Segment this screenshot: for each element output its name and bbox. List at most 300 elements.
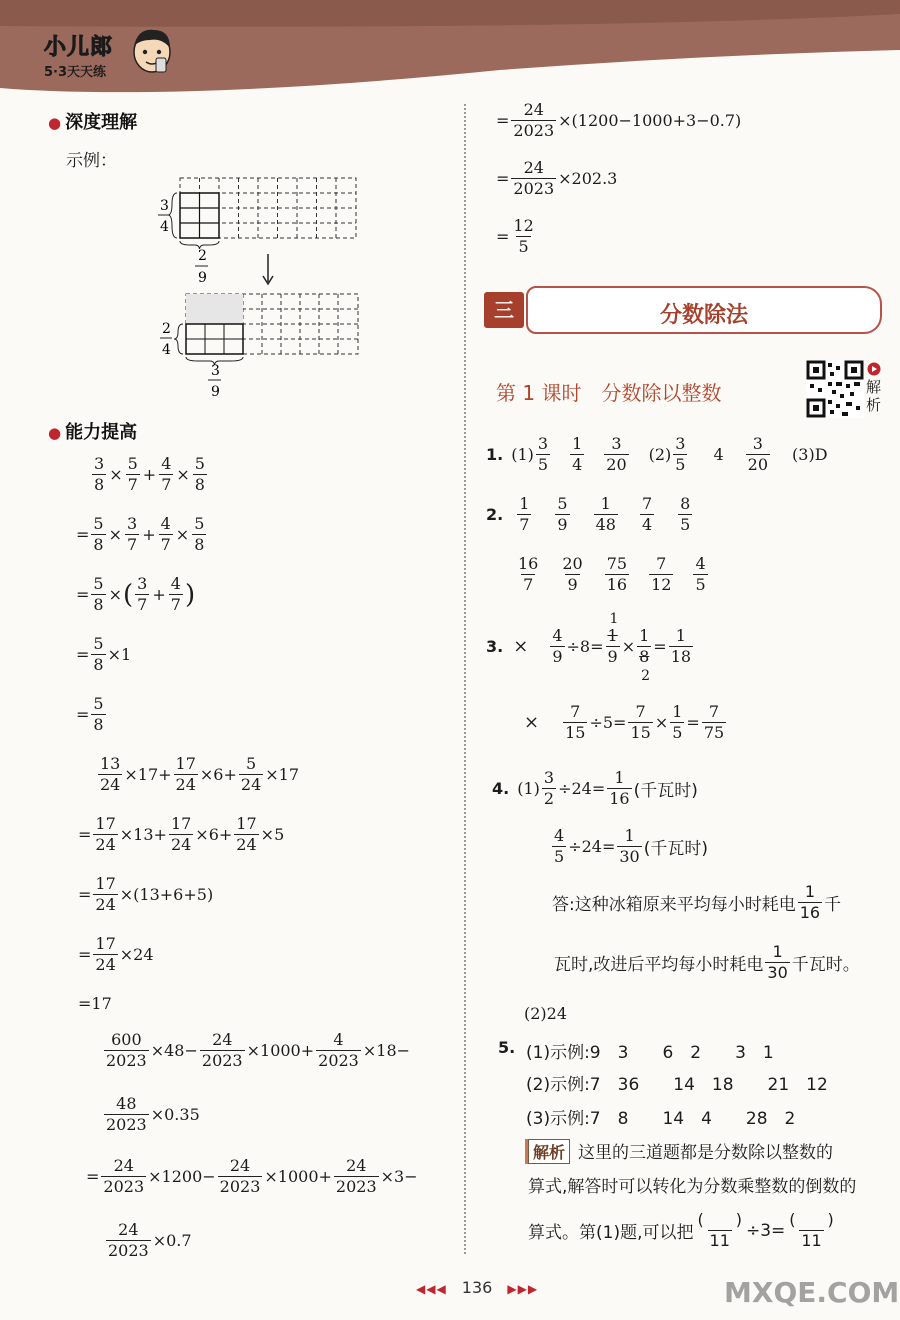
answer-text: 答:这种冰箱原来平均每小时耗电 [552, 895, 796, 915]
equals: = [86, 1167, 100, 1186]
explanation-line1 [528, 1138, 833, 1164]
fraction [669, 628, 693, 665]
math-text: ×24 [119, 945, 154, 964]
fraction-den: 8 [194, 475, 205, 494]
cont-line1 [496, 102, 741, 139]
fraction [125, 516, 139, 553]
fraction-num: 7 [635, 702, 646, 721]
fraction-den: 48 [595, 515, 616, 534]
fraction-num: 1 [772, 942, 783, 961]
math-text: ×5 [260, 825, 285, 844]
q5-row3: (3)示例:7 8 14 4 28 2 [526, 1109, 796, 1129]
math-text: ÷3= [745, 1220, 786, 1241]
fraction [604, 436, 628, 473]
fraction-num: 5 [93, 694, 104, 713]
bottom-bottom-den: 9 [211, 384, 220, 400]
fraction [101, 1158, 146, 1195]
p2-line2 [78, 816, 284, 853]
math-text: 4 [713, 445, 724, 464]
fraction [316, 1032, 361, 1069]
fraction-num: 4 [333, 1030, 344, 1049]
logo-sub: 5·3天天练 [44, 65, 107, 80]
fraction-den: 2 [543, 789, 555, 808]
fraction-num: 24 [212, 1030, 233, 1049]
fraction-den: 9 [607, 647, 618, 666]
fraction-num: 17 [236, 814, 257, 833]
fraction [169, 816, 193, 853]
fraction [787, 1212, 836, 1249]
fraction-num: 1 [804, 882, 815, 901]
fraction-den: 5 [695, 575, 706, 594]
answer-text: 瓦时,改进后平均每小时耗电 [554, 955, 764, 975]
fraction-den: 4 [641, 515, 653, 534]
operator: × [108, 585, 122, 604]
fraction-num: 13 [100, 754, 121, 773]
fraction-den: 16 [609, 789, 630, 808]
fraction-num: 1 [675, 626, 686, 645]
fraction-den: 5 [518, 237, 529, 256]
fraction-den: 24 [170, 835, 192, 854]
fraction [200, 1032, 245, 1069]
equals: = [78, 825, 92, 844]
fraction-den: 7 [127, 535, 138, 554]
fraction-den: 24 [100, 775, 121, 794]
math-text: ×0.35 [150, 1105, 200, 1124]
fraction-num: 4 [695, 554, 706, 573]
math-text: ÷5= [589, 713, 627, 732]
q4-row2 [550, 828, 708, 865]
wrong-mark: × [513, 636, 529, 657]
prev-arrows-icon: ◀◀◀ [416, 1282, 447, 1296]
q2-row2 [514, 556, 710, 593]
equals: = [496, 227, 510, 246]
fraction-den: 9 [567, 575, 578, 594]
q5-row2: (2)示例:7 36 14 18 21 12 [526, 1075, 828, 1095]
part-label: (1) [511, 445, 534, 464]
part-label: (2) [648, 445, 672, 464]
fraction [106, 1222, 151, 1259]
fraction-num: 7 [656, 554, 667, 573]
explanation-text: 这里的三道题都是分数除以整数的 [578, 1143, 834, 1163]
fraction [334, 1158, 379, 1195]
chapter-banner [484, 286, 880, 334]
lesson-title: 第 1 课时 分数除以整数 [496, 381, 722, 405]
fraction-num: 7 [641, 494, 653, 513]
fraction-den: 2023 [106, 1115, 147, 1134]
wrong-mark: × [524, 712, 540, 733]
fraction [91, 636, 105, 673]
fraction-num: 5 [194, 454, 205, 473]
fraction-num: 1 [639, 626, 650, 645]
p2-line5: =17 [78, 994, 112, 1013]
fraction [673, 436, 687, 473]
top-grid [168, 178, 356, 249]
math-text: ×17 [265, 765, 300, 784]
fraction-den: 15 [565, 723, 586, 742]
fraction-num: 4 [170, 574, 181, 593]
fraction [218, 1158, 263, 1195]
operator: × [108, 525, 122, 544]
math-text: ÷24= [558, 779, 606, 798]
mascot-icon [130, 24, 174, 80]
bottom-left-den: 4 [162, 342, 171, 358]
answer-text: 千 [824, 895, 842, 915]
fraction [560, 556, 584, 593]
bottom-bottom-num: 3 [211, 363, 220, 379]
operator: × [176, 465, 190, 484]
fraction [552, 828, 566, 865]
fraction [93, 816, 117, 853]
chapter-title-box [526, 286, 882, 334]
fraction [798, 884, 822, 921]
fraction [126, 456, 140, 493]
math-text: ×(1200−1000+3−0.7) [558, 111, 742, 130]
p1-line3 [76, 576, 195, 613]
fraction [159, 516, 173, 553]
fraction-num: 5 [93, 514, 104, 533]
fraction-den: 20 [606, 455, 627, 474]
paren: ( [123, 579, 134, 610]
fraction-num: 7 [570, 702, 581, 721]
fraction [135, 576, 149, 613]
watermark: MXQE.COM [724, 1276, 900, 1309]
fraction-den: 5 [680, 515, 691, 534]
fraction-den: 7 [519, 515, 530, 534]
fraction-num: 5 [127, 454, 138, 473]
fraction-den: 2023 [513, 179, 555, 198]
fraction [511, 102, 556, 139]
top-bottom-den: 9 [198, 270, 207, 286]
fraction-num: 24 [229, 1156, 251, 1175]
fraction [104, 1032, 149, 1069]
chapter-number: 三 [484, 292, 524, 328]
fraction-den: 12 [651, 575, 672, 594]
fraction-den: 24 [236, 835, 257, 854]
unit: (千瓦时) [643, 839, 708, 859]
explanation-line2: 算式,解答时可以转化为分数乘整数的倒数的 [528, 1177, 857, 1197]
fraction-num: 24 [523, 158, 544, 177]
fraction-num: 3 [137, 574, 148, 593]
fraction-num: ( ) [789, 1210, 834, 1229]
fraction [702, 704, 726, 741]
cont-line3 [496, 218, 538, 255]
q4-answer-line2 [554, 944, 860, 981]
fraction [550, 628, 564, 665]
top-left-den: 4 [160, 219, 169, 235]
fraction-den: 24 [95, 835, 116, 854]
math-text: ÷24= [568, 837, 616, 856]
qr-label: 解析 [866, 378, 882, 414]
fraction-num: 5 [93, 574, 104, 593]
fraction-den: 2023 [106, 1051, 147, 1070]
cont-line2 [496, 160, 617, 197]
q4-part2: (2)24 [524, 1004, 568, 1023]
page-header [0, 0, 900, 96]
equals: = [496, 169, 510, 188]
fraction [93, 876, 117, 913]
operator: = [686, 713, 700, 732]
question-number: 5. [498, 1038, 516, 1057]
operator: × [175, 525, 190, 544]
section-title: 深度理解 [65, 112, 138, 133]
fraction [516, 556, 540, 593]
fraction-num: 24 [113, 1156, 134, 1175]
fraction-num: 17 [95, 874, 116, 893]
fraction-num: 20 [562, 554, 583, 573]
fraction-num: 5 [557, 494, 568, 513]
math-text: ×1000+ [264, 1167, 332, 1186]
q4-answer-line1 [552, 884, 841, 921]
math-text: ×17+ [124, 765, 172, 784]
example-label: 示例： [66, 151, 117, 171]
p3-line3 [86, 1158, 418, 1195]
q5-row1: (1)示例:9 3 6 2 3 1 [526, 1043, 774, 1063]
fraction [563, 704, 587, 741]
fraction-den: 11 [709, 1231, 730, 1250]
bullet-icon: ● [48, 114, 62, 132]
fraction [98, 756, 122, 793]
fraction [617, 828, 641, 865]
fraction-den: 11 [801, 1231, 822, 1250]
part-label: (1) [517, 779, 540, 798]
chapter-title: 分数除法 [659, 303, 748, 328]
fraction-den: 5 [537, 455, 549, 474]
fraction-den: 8 [93, 655, 104, 674]
fraction [536, 436, 550, 473]
paren: ) [184, 579, 196, 610]
fraction-den: 2023 [201, 1051, 243, 1070]
fraction-den: 30 [619, 847, 640, 866]
fraction-num: 75 [606, 554, 628, 573]
fraction-num: 7 [708, 702, 720, 721]
fraction-den: 9 [557, 515, 568, 534]
brand-logo [44, 30, 113, 80]
math-text: ÷8= [566, 637, 604, 656]
fraction-den: 30 [767, 963, 788, 982]
fraction-den: 5 [554, 847, 565, 866]
play-icon [867, 362, 881, 376]
p1-line5 [76, 696, 108, 733]
p1-line1 [90, 456, 209, 493]
q3-row2 [524, 704, 728, 741]
fraction-num: 5 [245, 754, 257, 773]
fraction-num: 17 [95, 814, 116, 833]
fraction [511, 218, 535, 255]
fraction [678, 496, 692, 533]
fraction-num: 24 [118, 1220, 139, 1239]
fraction-den: 24 [240, 775, 262, 794]
fraction-num: 4 [161, 454, 172, 473]
fraction [746, 436, 770, 473]
fraction-den: 24 [95, 895, 116, 914]
bottom-left-num: 2 [162, 321, 171, 337]
column-divider [464, 104, 466, 1254]
fraction-num: 3 [543, 768, 555, 787]
fraction [628, 704, 652, 741]
fraction-num: 1 [672, 702, 683, 721]
fraction [570, 436, 584, 473]
fraction-den: 24 [95, 955, 116, 974]
fraction-den: 8 [93, 595, 104, 614]
page-footer [416, 1278, 538, 1297]
cancel-result: 2 [641, 668, 651, 684]
fraction-num: 48 [116, 1094, 137, 1113]
equals: = [76, 525, 90, 544]
fraction [649, 556, 673, 593]
fraction-den: 7 [127, 475, 138, 494]
fraction-num: 24 [346, 1156, 367, 1175]
fraction [104, 1096, 149, 1133]
fraction-den: 2023 [219, 1177, 261, 1196]
fraction-den: 24 [175, 775, 196, 794]
math-text: ×202.3 [558, 169, 618, 188]
fraction-den: 8 [639, 647, 650, 666]
next-arrows-icon: ▶▶▶ [507, 1282, 539, 1296]
fraction-num: 5 [194, 514, 205, 533]
equals: = [496, 111, 510, 130]
fraction [93, 936, 117, 973]
fraction-den: 2023 [108, 1241, 149, 1260]
fraction-den: 5 [675, 455, 686, 474]
fraction-num: 1 [600, 494, 611, 513]
explanation-line3 [528, 1212, 838, 1249]
bottom-grid [174, 294, 358, 365]
fraction-den: 5 [672, 723, 683, 742]
math-text: = [653, 637, 667, 656]
fraction [234, 816, 258, 853]
operator: × [621, 637, 636, 656]
p3-line1 [102, 1032, 410, 1069]
fraction [91, 696, 105, 733]
fraction-num: 3 [537, 434, 549, 453]
fraction-num: 8 [680, 494, 691, 513]
fraction-den: 2023 [513, 121, 555, 140]
fraction [605, 556, 629, 593]
fraction-num: 3 [752, 434, 763, 453]
math-text: ×0.7 [152, 1231, 192, 1250]
math-text: ×6+ [199, 765, 237, 784]
math-text: ×1000+ [246, 1041, 315, 1060]
explanation-text: 算式。第(1)题,可以把 [528, 1223, 694, 1243]
answer-text: 千瓦时。 [791, 955, 860, 975]
fraction-den: 18 [670, 647, 692, 666]
fraction [670, 704, 684, 741]
operator: + [152, 585, 166, 604]
fraction-den: 7 [523, 575, 534, 594]
p2-line1 [96, 756, 299, 793]
fraction-num: 17 [175, 754, 196, 773]
fraction-num: 1 [624, 826, 635, 845]
question-number: 3. [486, 637, 504, 656]
fraction-num: 1 [607, 626, 618, 645]
fraction [92, 456, 106, 493]
fraction-den: 2023 [318, 1051, 359, 1070]
q2-row1 [486, 496, 694, 533]
bullet-icon: ● [48, 424, 62, 442]
fraction-den: 8 [93, 535, 104, 554]
logo-main: 小儿郎 [44, 35, 114, 60]
fraction-den: 7 [161, 475, 172, 494]
fraction-num: 1 [614, 768, 625, 787]
math-text: ×13+ [119, 825, 167, 844]
top-left-num: 3 [160, 198, 169, 214]
part-label: (3)D [792, 445, 828, 464]
fraction-num: 3 [611, 434, 622, 453]
math-text: ×48− [150, 1041, 198, 1060]
equals: = [78, 885, 92, 904]
operator: + [142, 525, 156, 544]
section-ability [48, 418, 137, 444]
math-text: ×(13+6+5) [119, 885, 214, 904]
fraction [594, 496, 618, 533]
p1-line2 [76, 516, 208, 553]
fraction-den: 16 [606, 575, 628, 594]
fraction [174, 756, 198, 793]
section-deep-understanding [48, 108, 137, 134]
fraction [192, 516, 206, 553]
fraction-den: 16 [799, 903, 821, 922]
fraction-cancelled [606, 611, 620, 666]
fraction-den: 9 [552, 647, 563, 666]
fraction-num: 600 [111, 1030, 142, 1049]
p2-line4 [78, 936, 154, 973]
fraction-den: 8 [194, 535, 205, 554]
fraction-den: 2023 [335, 1177, 377, 1196]
fraction [169, 576, 183, 613]
math-text: ×1200− [148, 1167, 216, 1186]
fraction [695, 1212, 744, 1249]
equals: = [76, 585, 90, 604]
question-number: 2. [486, 505, 504, 524]
equals: = [76, 645, 90, 664]
math-text: ×6+ [195, 825, 233, 844]
p3-line2 [102, 1096, 200, 1133]
fraction [517, 496, 531, 533]
fraction [693, 556, 707, 593]
fraction [640, 496, 654, 533]
q1 [486, 436, 828, 473]
fraction-den: 8 [93, 715, 104, 734]
p3-line4 [104, 1222, 192, 1259]
fraction-num: 12 [513, 216, 534, 235]
fraction-num: 16 [518, 554, 539, 573]
equals: = [78, 945, 92, 964]
fraction-num: 3 [675, 434, 686, 453]
top-bottom-num: 2 [198, 248, 207, 264]
fraction-den: 2023 [103, 1177, 145, 1196]
fraction-num: 4 [160, 514, 171, 533]
fraction-den: 4 [572, 455, 583, 474]
fraction-num: 17 [95, 934, 116, 953]
fraction [91, 516, 105, 553]
q4-row1 [492, 770, 698, 807]
fraction [555, 496, 569, 533]
qr-code-icon[interactable] [806, 360, 864, 418]
fraction-grid-diagram [150, 170, 370, 410]
operator: × [109, 465, 123, 484]
fraction-num: ( ) [697, 1210, 742, 1229]
fraction-cancelled [637, 626, 651, 684]
question-number: 4. [492, 779, 510, 798]
math-text: ×3− [380, 1167, 418, 1186]
equals: = [76, 705, 90, 724]
fraction-num: 1 [519, 494, 530, 513]
fraction-num: 4 [554, 826, 565, 845]
fraction-den: 15 [630, 723, 651, 742]
fraction-den: 7 [137, 595, 148, 614]
q5 [498, 1038, 515, 1057]
fraction [193, 456, 207, 493]
